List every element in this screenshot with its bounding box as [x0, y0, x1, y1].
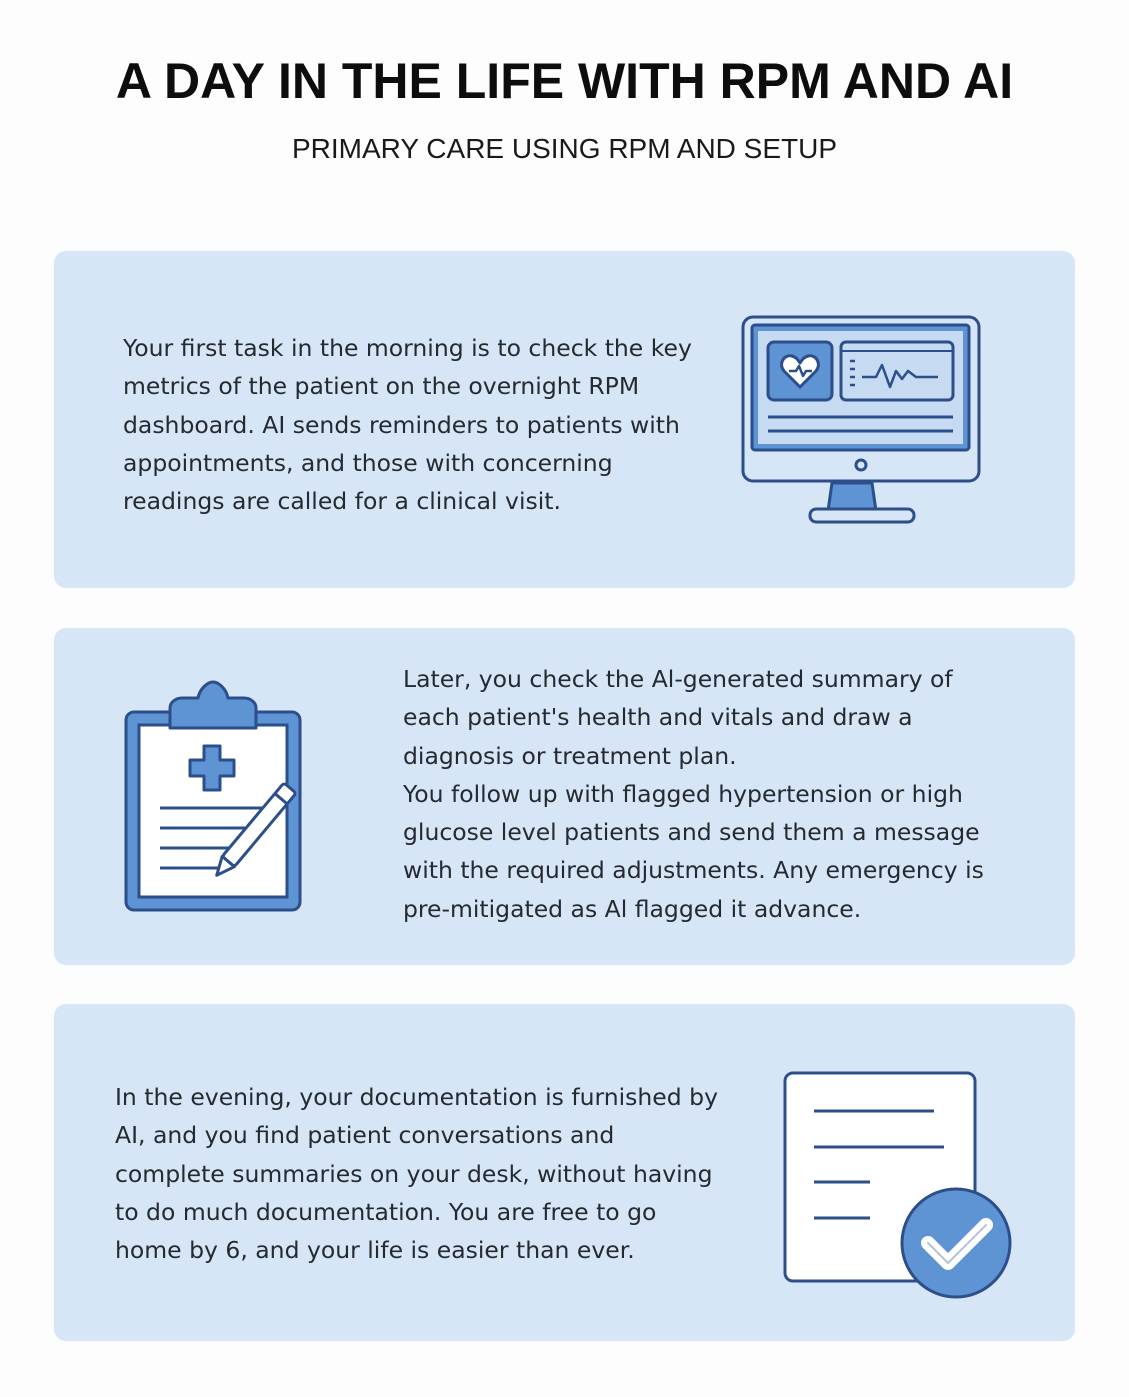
- clipboard-medical-icon: [120, 680, 330, 916]
- card-midday: [54, 628, 1075, 965]
- monitor-heart-icon: [740, 313, 990, 528]
- page-title: A DAY IN THE LIFE WITH RPM AND AI: [115, 53, 1014, 109]
- card-morning: [54, 251, 1075, 588]
- page-subtitle: PRIMARY CARE USING RPM AND SETUP: [291, 133, 838, 164]
- card-evening-text: In the evening, your documentation is furnished by AI, and you find patient conversations and complete summaries on your desk, without having to do much documentation. You are free to go home by 6, and your life is easier than ever.: [115, 1083, 718, 1265]
- card-midday-text: Later, you check the Al-generated summary of each patient's health and vitals and draw a diagnosis or treatment plan. You follow up with flagged hypertension or high glucose level patients and send them a message with the required adjustments. Any emergency is pre-mitigated as Al flagged it advance.: [403, 665, 984, 923]
- card-evening: [54, 1004, 1075, 1341]
- card-morning-text: Your first task in the morning is to check the key metrics of the patient on the overnight RPM dashboard. AI sends reminders to patients with appointments, and those with concerning readings are called for a clinical visit.: [123, 334, 692, 516]
- document-check-icon: [782, 1070, 1018, 1304]
